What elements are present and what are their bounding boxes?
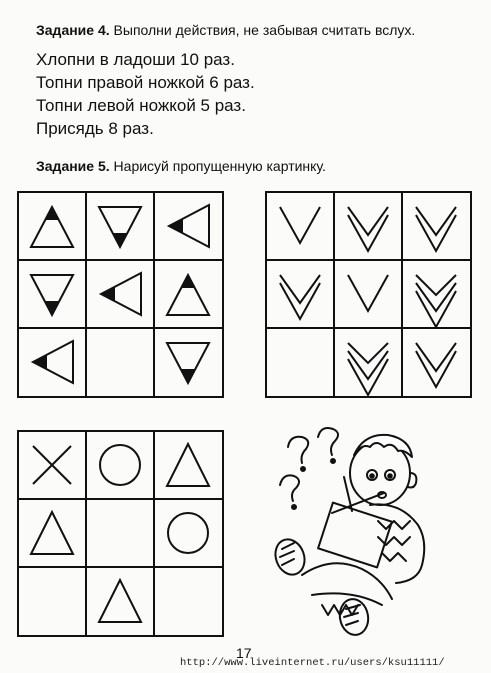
triangle-icon (31, 207, 73, 247)
thinking-boy-illustration (262, 425, 462, 640)
chevron-icon (416, 351, 456, 387)
triangle-icon (101, 273, 141, 315)
page-number: 17 (236, 645, 252, 661)
triangle-icon (167, 343, 209, 383)
chevron-icon (348, 275, 388, 311)
chevron-puzzle-figures (267, 193, 470, 396)
triangle-icon (167, 275, 209, 315)
triangle-icon (33, 341, 73, 383)
question-mark-icon (318, 428, 338, 463)
shape-puzzle-grid (17, 430, 224, 637)
instruction-line: Хлопни в ладоши 10 раз. (36, 50, 235, 69)
source-url[interactable]: http://www.liveinternet.ru/users/ksu11111/ (180, 657, 445, 669)
task4-heading (36, 22, 415, 38)
task4-text: Выполни действия, не забывая считать вслух. (109, 22, 416, 38)
cross-icon (33, 446, 71, 484)
question-mark-icon (288, 437, 308, 471)
question-mark-icon (280, 475, 299, 509)
chevron-icon (416, 343, 456, 371)
triangle-icon (31, 512, 73, 554)
task4-instruction-list (36, 48, 255, 140)
triangle-icon (31, 275, 73, 315)
chevron-icon (348, 215, 388, 251)
triangle-icon (167, 444, 209, 486)
chevron-icon (280, 275, 320, 303)
instruction-line: Топни левой ножкой 5 раз. (36, 96, 246, 115)
task5-heading (36, 158, 326, 174)
instruction-line: Топни правой ножкой 6 раз. (36, 73, 255, 92)
triangle-puzzle-figures (19, 193, 222, 396)
chevron-icon (348, 351, 388, 379)
instruction-line: Присядь 8 раз. (36, 119, 154, 138)
task5-label: Задание 5. (36, 158, 110, 174)
triangle-icon (99, 580, 141, 622)
triangle-icon (99, 207, 141, 247)
shape-puzzle-figures (19, 432, 222, 635)
task5-text: Нарисуй пропущенную картинку. (109, 158, 326, 174)
task4-label: Задание 4. (36, 22, 110, 38)
triangle-puzzle-grid (17, 191, 224, 398)
chevron-icon (280, 207, 320, 243)
chevron-icon (416, 215, 456, 251)
circle-icon (100, 445, 140, 485)
chevron-icon (416, 283, 456, 311)
chevron-icon (416, 207, 456, 235)
chevron-puzzle-grid (265, 191, 472, 398)
chevron-icon (280, 283, 320, 319)
circle-icon (168, 513, 208, 553)
triangle-icon (169, 205, 209, 247)
chevron-icon (348, 207, 388, 235)
